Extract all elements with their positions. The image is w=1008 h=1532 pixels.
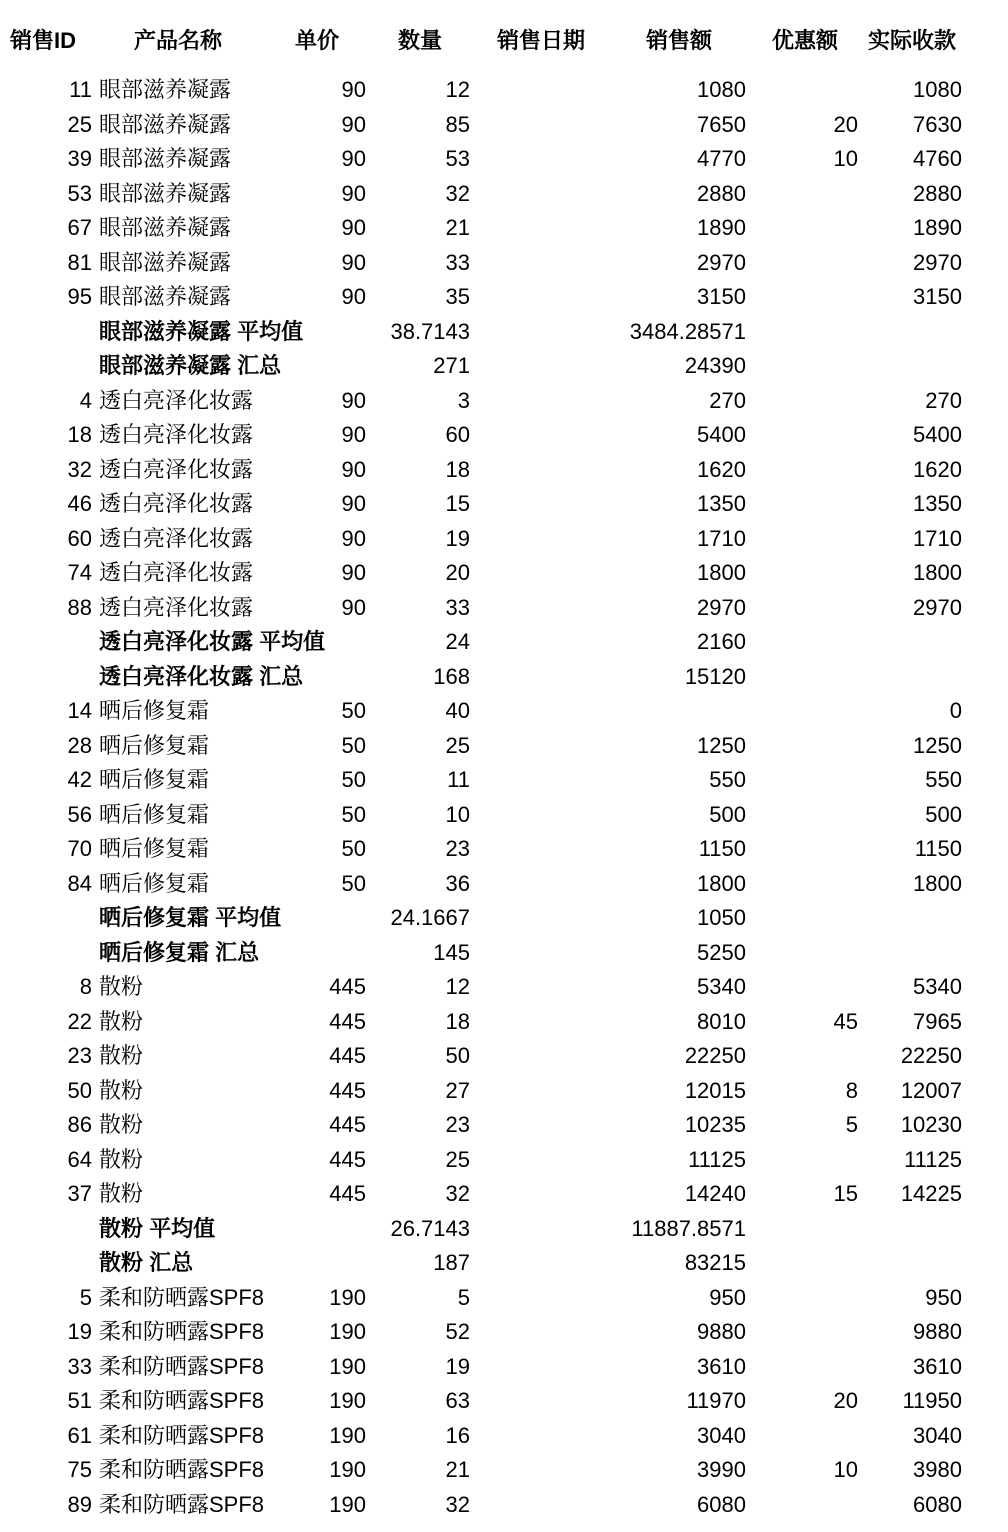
cell-sales-amount[interactable]: 2970 xyxy=(697,594,746,620)
cell-sales-id[interactable]: 88 xyxy=(67,594,92,620)
cell-actual-receipt[interactable]: 1620 xyxy=(913,456,962,482)
cell-sales-amount[interactable]: 5250 xyxy=(697,939,746,965)
cell-sales-amount[interactable]: 2160 xyxy=(697,629,746,654)
cell-sales-id[interactable]: 67 xyxy=(67,215,92,240)
cell-unit-price[interactable]: 90 xyxy=(341,111,366,137)
cell-quantity[interactable]: 18 xyxy=(445,1008,470,1034)
cell-product-name[interactable]: 柔和防晒露SPF8 xyxy=(99,1353,265,1379)
cell-actual-receipt[interactable]: 11950 xyxy=(902,1388,962,1413)
cell-unit-price[interactable]: 50 xyxy=(341,732,366,758)
table-row xyxy=(0,1005,1008,1040)
cell-sales-id[interactable]: 37 xyxy=(67,1181,92,1206)
cell-actual-receipt[interactable]: 1800 xyxy=(913,560,962,585)
table-row xyxy=(0,694,1008,729)
summary-row xyxy=(0,625,1008,660)
cell-actual-receipt[interactable]: 1080 xyxy=(913,77,962,102)
cell-sales-amount[interactable]: 1800 xyxy=(697,560,746,585)
cell-sales-amount[interactable]: 24390 xyxy=(684,353,746,378)
cell-unit-price[interactable]: 50 xyxy=(341,767,366,792)
cell-unit-price[interactable]: 445 xyxy=(329,974,366,999)
cell-actual-receipt[interactable]: 6080 xyxy=(913,1491,962,1517)
cell-sales-amount[interactable]: 1890 xyxy=(697,215,746,240)
cell-product-name[interactable]: 散粉 xyxy=(99,1077,144,1103)
cell-actual-receipt[interactable]: 10230 xyxy=(900,1112,962,1137)
cell-sales-amount[interactable]: 3610 xyxy=(697,1353,746,1379)
cell-unit-price[interactable]: 190 xyxy=(329,1388,366,1413)
cell-product-name[interactable]: 散粉 xyxy=(99,1146,144,1172)
cell-sales-id[interactable]: 64 xyxy=(67,1146,92,1172)
header-sales-id[interactable]: 销售ID xyxy=(10,28,77,53)
cell-sales-id[interactable]: 46 xyxy=(67,491,92,516)
cell-quantity[interactable]: 11 xyxy=(447,767,470,792)
cell-product-name[interactable]: 眼部滋养凝露 xyxy=(99,249,232,275)
cell-actual-receipt[interactable]: 9880 xyxy=(913,1319,962,1344)
cell-product-name[interactable]: 柔和防晒露SPF8 xyxy=(99,1422,265,1448)
cell-quantity[interactable]: 5 xyxy=(457,1284,470,1310)
cell-actual-receipt[interactable]: 5400 xyxy=(913,422,962,447)
cell-product-name[interactable]: 晒后修复霜 xyxy=(99,801,210,827)
table-row xyxy=(0,729,1008,764)
cell-quantity[interactable]: 63 xyxy=(445,1388,470,1413)
cell-quantity[interactable]: 24 xyxy=(445,629,470,654)
cell-sales-amount[interactable]: 1710 xyxy=(697,525,746,551)
cell-sales-amount[interactable]: 1250 xyxy=(697,732,746,758)
cell-unit-price[interactable]: 90 xyxy=(341,146,366,171)
cell-product-name[interactable]: 透白亮泽化妆露 xyxy=(99,456,254,482)
cell-unit-price[interactable]: 50 xyxy=(341,698,366,723)
table-row xyxy=(0,1281,1008,1316)
cell-actual-receipt[interactable]: 12007 xyxy=(900,1077,962,1103)
cell-product-name[interactable]: 透白亮泽化妆露 xyxy=(99,387,254,413)
cell-actual-receipt[interactable]: 3150 xyxy=(913,284,962,309)
cell-unit-price[interactable]: 50 xyxy=(341,836,366,861)
table-row xyxy=(0,1074,1008,1109)
cell-quantity[interactable]: 271 xyxy=(433,353,470,378)
cell-unit-price[interactable]: 445 xyxy=(329,1043,366,1068)
cell-sales-amount[interactable]: 11125 xyxy=(688,1146,746,1172)
summary-row xyxy=(0,315,1008,350)
cell-product-name[interactable]: 透白亮泽化妆露 xyxy=(99,594,254,620)
cell-unit-price[interactable]: 90 xyxy=(341,284,366,309)
cell-product-name[interactable]: 眼部滋养凝露 xyxy=(99,284,232,309)
cell-sales-id[interactable]: 86 xyxy=(67,1112,92,1137)
table-row xyxy=(0,556,1008,591)
cell-quantity[interactable]: 12 xyxy=(445,77,470,102)
cell-sales-amount[interactable]: 1350 xyxy=(697,491,746,516)
cell-product-name[interactable]: 散粉 xyxy=(99,1112,144,1137)
cell-sales-id[interactable]: 14 xyxy=(67,698,92,723)
cell-quantity[interactable]: 20 xyxy=(445,560,470,585)
cell-product-name[interactable]: 透白亮泽化妆露 xyxy=(99,491,254,516)
table-row xyxy=(0,522,1008,557)
cell-unit-price[interactable]: 90 xyxy=(341,560,366,585)
cell-discount[interactable]: 10 xyxy=(833,1457,858,1482)
cell-product-name[interactable]: 眼部滋养凝露 xyxy=(99,146,232,171)
cell-quantity[interactable]: 35 xyxy=(445,284,470,309)
cell-sales-id[interactable]: 70 xyxy=(67,836,92,861)
cell-unit-price[interactable]: 90 xyxy=(341,456,366,482)
cell-unit-price[interactable]: 90 xyxy=(341,77,366,102)
cell-quantity[interactable]: 36 xyxy=(445,870,470,896)
cell-sales-amount[interactable]: 270 xyxy=(709,387,746,413)
cell-quantity[interactable]: 19 xyxy=(445,1353,470,1379)
header-actual-receipt[interactable]: 实际收款 xyxy=(868,28,957,53)
cell-product-name[interactable]: 柔和防晒露SPF8 xyxy=(99,1457,265,1482)
cell-unit-price[interactable]: 190 xyxy=(329,1319,366,1344)
data-rows xyxy=(0,73,1008,1522)
cell-actual-receipt[interactable]: 4760 xyxy=(913,146,962,171)
cell-actual-receipt[interactable]: 550 xyxy=(925,767,962,792)
table-row xyxy=(0,246,1008,281)
cell-product-name[interactable]: 柔和防晒露SPF8 xyxy=(99,1284,265,1310)
table-row xyxy=(0,73,1008,108)
cell-sales-amount[interactable]: 1050 xyxy=(697,905,746,930)
cell-sales-id[interactable]: 81 xyxy=(67,249,92,275)
cell-sales-amount[interactable]: 10235 xyxy=(684,1112,746,1137)
header-sales-amount[interactable]: 销售额 xyxy=(646,28,713,53)
cell-quantity[interactable]: 15 xyxy=(445,491,470,516)
cell-sales-id[interactable]: 60 xyxy=(67,525,92,551)
table-row xyxy=(0,177,1008,212)
cell-product-name[interactable]: 透白亮泽化妆露 xyxy=(99,560,254,585)
cell-sales-id[interactable]: 53 xyxy=(67,180,92,206)
cell-sales-amount[interactable]: 3484.28571 xyxy=(629,318,746,344)
cell-sales-amount[interactable]: 3990 xyxy=(697,1457,746,1482)
cell-actual-receipt[interactable]: 5340 xyxy=(913,974,962,999)
table-row xyxy=(0,487,1008,522)
cell-sales-id[interactable]: 11 xyxy=(69,77,92,102)
cell-actual-receipt[interactable]: 1800 xyxy=(913,870,962,896)
cell-quantity[interactable]: 168 xyxy=(433,663,470,689)
header-product-name[interactable]: 产品名称 xyxy=(134,28,223,53)
cell-sales-amount[interactable]: 1620 xyxy=(697,456,746,482)
table-row xyxy=(0,453,1008,488)
cell-actual-receipt[interactable]: 1250 xyxy=(913,732,962,758)
table-row xyxy=(0,1453,1008,1488)
table-row xyxy=(0,1177,1008,1212)
cell-product-name[interactable]: 晒后修复霜 平均值 xyxy=(99,905,282,930)
cell-actual-receipt[interactable]: 500 xyxy=(925,801,962,827)
table-row xyxy=(0,1315,1008,1350)
cell-quantity[interactable]: 33 xyxy=(445,594,470,620)
cell-sales-amount[interactable]: 1800 xyxy=(697,870,746,896)
cell-actual-receipt[interactable]: 1150 xyxy=(914,836,962,861)
table-row xyxy=(0,418,1008,453)
cell-quantity[interactable]: 19 xyxy=(445,525,470,551)
cell-product-name[interactable]: 散粉 平均值 xyxy=(99,1215,216,1241)
cell-sales-id[interactable]: 18 xyxy=(67,422,92,447)
cell-discount[interactable]: 8 xyxy=(845,1077,858,1103)
cell-sales-amount[interactable]: 15120 xyxy=(684,663,746,689)
cell-product-name[interactable]: 柔和防晒露SPF8 xyxy=(99,1388,265,1413)
cell-sales-amount[interactable]: 2970 xyxy=(697,249,746,275)
cell-sales-id[interactable]: 75 xyxy=(67,1457,92,1482)
cell-actual-receipt[interactable]: 3980 xyxy=(913,1457,962,1482)
cell-product-name[interactable]: 晒后修复霜 汇总 xyxy=(99,939,260,965)
cell-unit-price[interactable]: 190 xyxy=(329,1491,366,1517)
cell-actual-receipt[interactable]: 1890 xyxy=(913,215,962,240)
cell-quantity[interactable]: 50 xyxy=(445,1043,470,1068)
cell-sales-amount[interactable]: 9880 xyxy=(697,1319,746,1344)
cell-sales-amount[interactable]: 500 xyxy=(709,801,746,827)
cell-sales-id[interactable]: 61 xyxy=(67,1422,92,1448)
cell-sales-amount[interactable]: 11887.8571 xyxy=(631,1215,746,1241)
cell-actual-receipt[interactable]: 7630 xyxy=(913,111,962,137)
cell-sales-id[interactable]: 95 xyxy=(67,284,92,309)
cell-sales-id[interactable]: 33 xyxy=(67,1353,92,1379)
cell-sales-amount[interactable]: 11970 xyxy=(686,1388,746,1413)
cell-unit-price[interactable]: 190 xyxy=(329,1457,366,1482)
cell-quantity[interactable]: 85 xyxy=(445,111,470,137)
table-row xyxy=(0,1384,1008,1419)
cell-product-name[interactable]: 晒后修复霜 xyxy=(99,698,210,723)
cell-sales-id[interactable]: 22 xyxy=(67,1008,92,1034)
cell-unit-price[interactable]: 90 xyxy=(341,215,366,240)
cell-quantity[interactable]: 40 xyxy=(445,698,470,723)
cell-actual-receipt[interactable]: 950 xyxy=(925,1284,962,1310)
table-row xyxy=(0,384,1008,419)
cell-sales-amount[interactable]: 2880 xyxy=(697,180,746,206)
cell-unit-price[interactable]: 50 xyxy=(341,870,366,896)
cell-sales-amount[interactable]: 1080 xyxy=(697,77,746,102)
cell-sales-id[interactable]: 50 xyxy=(67,1077,92,1103)
cell-product-name[interactable]: 晒后修复霜 xyxy=(99,767,210,792)
cell-sales-id[interactable]: 8 xyxy=(79,974,92,999)
cell-sales-amount[interactable]: 8010 xyxy=(697,1008,746,1034)
table-row xyxy=(0,1488,1008,1523)
table-row xyxy=(0,1350,1008,1385)
summary-row xyxy=(0,349,1008,384)
cell-quantity[interactable]: 21 xyxy=(445,215,470,240)
cell-product-name[interactable]: 眼部滋养凝露 xyxy=(99,77,232,102)
cell-sales-id[interactable]: 32 xyxy=(67,456,92,482)
header-row xyxy=(0,0,1008,80)
cell-quantity[interactable]: 21 xyxy=(445,1457,470,1482)
cell-sales-id[interactable]: 5 xyxy=(79,1284,92,1310)
cell-unit-price[interactable]: 190 xyxy=(329,1284,366,1310)
cell-sales-id[interactable]: 51 xyxy=(67,1388,92,1413)
cell-quantity[interactable]: 53 xyxy=(445,146,470,171)
cell-sales-id[interactable]: 42 xyxy=(67,767,92,792)
cell-product-name[interactable]: 眼部滋养凝露 xyxy=(99,111,232,137)
summary-row xyxy=(0,901,1008,936)
cell-quantity[interactable]: 52 xyxy=(445,1319,470,1344)
cell-actual-receipt[interactable]: 11125 xyxy=(904,1146,962,1172)
table-row xyxy=(0,798,1008,833)
cell-sales-id[interactable]: 89 xyxy=(67,1491,92,1517)
cell-quantity[interactable]: 25 xyxy=(445,1146,470,1172)
cell-product-name[interactable]: 柔和防晒露SPF8 xyxy=(99,1319,265,1344)
cell-sales-amount[interactable]: 7650 xyxy=(697,111,746,137)
cell-quantity[interactable]: 33 xyxy=(445,249,470,275)
cell-actual-receipt[interactable]: 1350 xyxy=(913,491,962,516)
cell-actual-receipt[interactable]: 22250 xyxy=(900,1043,962,1068)
cell-unit-price[interactable]: 90 xyxy=(341,422,366,447)
cell-sales-amount[interactable]: 83215 xyxy=(684,1250,746,1275)
cell-actual-receipt[interactable]: 3610 xyxy=(913,1353,962,1379)
cell-sales-amount[interactable]: 1150 xyxy=(698,836,746,861)
table-row xyxy=(0,763,1008,798)
cell-quantity[interactable]: 32 xyxy=(445,1491,470,1517)
cell-unit-price[interactable]: 50 xyxy=(341,801,366,827)
cell-quantity[interactable]: 23 xyxy=(445,836,470,861)
cell-discount[interactable]: 5 xyxy=(845,1112,858,1137)
cell-actual-receipt[interactable]: 0 xyxy=(949,698,962,723)
cell-actual-receipt[interactable]: 2970 xyxy=(913,249,962,275)
cell-product-name[interactable]: 眼部滋养凝露 汇总 xyxy=(99,353,282,378)
cell-product-name[interactable]: 晒后修复霜 xyxy=(99,732,210,758)
cell-unit-price[interactable]: 445 xyxy=(329,1112,366,1137)
table-row xyxy=(0,1419,1008,1454)
cell-unit-price[interactable]: 190 xyxy=(329,1353,366,1379)
cell-discount[interactable]: 15 xyxy=(833,1181,858,1206)
header-unit-price[interactable]: 单价 xyxy=(295,28,340,53)
cell-quantity[interactable]: 23 xyxy=(445,1112,470,1137)
cell-unit-price[interactable]: 445 xyxy=(329,1181,366,1206)
cell-quantity[interactable]: 60 xyxy=(445,422,470,447)
cell-quantity[interactable]: 18 xyxy=(445,456,470,482)
cell-sales-id[interactable]: 25 xyxy=(67,111,92,137)
cell-unit-price[interactable]: 90 xyxy=(341,249,366,275)
cell-quantity[interactable]: 145 xyxy=(433,939,470,965)
header-sales-date[interactable]: 销售日期 xyxy=(497,28,586,53)
cell-discount[interactable]: 45 xyxy=(833,1008,858,1034)
cell-sales-id[interactable]: 23 xyxy=(67,1043,92,1068)
cell-sales-amount[interactable]: 5400 xyxy=(697,422,746,447)
cell-sales-amount[interactable]: 12015 xyxy=(684,1077,746,1103)
cell-product-name[interactable]: 晒后修复霜 xyxy=(99,870,210,896)
cell-quantity[interactable]: 16 xyxy=(445,1422,470,1448)
summary-row xyxy=(0,660,1008,695)
cell-sales-id[interactable]: 19 xyxy=(67,1319,92,1344)
cell-actual-receipt[interactable]: 270 xyxy=(925,387,962,413)
cell-actual-receipt[interactable]: 1710 xyxy=(913,525,962,551)
cell-discount[interactable]: 10 xyxy=(833,146,858,171)
cell-sales-id[interactable]: 39 xyxy=(67,146,92,171)
cell-product-name[interactable]: 晒后修复霜 xyxy=(99,836,210,861)
cell-quantity[interactable]: 26.7143 xyxy=(390,1215,470,1241)
cell-sales-id[interactable]: 74 xyxy=(67,560,92,585)
cell-sales-amount[interactable]: 22250 xyxy=(684,1043,746,1068)
cell-sales-amount[interactable]: 950 xyxy=(709,1284,746,1310)
table-row xyxy=(0,1108,1008,1143)
cell-sales-id[interactable]: 84 xyxy=(67,870,92,896)
cell-product-name[interactable]: 透白亮泽化妆露 平均值 xyxy=(99,629,326,654)
cell-quantity[interactable]: 32 xyxy=(445,180,470,206)
table-row xyxy=(0,970,1008,1005)
cell-product-name[interactable]: 眼部滋养凝露 xyxy=(99,215,232,240)
cell-unit-price[interactable]: 90 xyxy=(341,180,366,206)
cell-product-name[interactable]: 透白亮泽化妆露 xyxy=(99,422,254,447)
header-quantity[interactable]: 数量 xyxy=(398,28,443,53)
cell-sales-id[interactable]: 4 xyxy=(79,387,92,413)
cell-quantity[interactable]: 10 xyxy=(445,801,470,827)
cell-product-name[interactable]: 眼部滋养凝露 平均值 xyxy=(99,318,304,344)
cell-actual-receipt[interactable]: 2970 xyxy=(913,594,962,620)
summary-row xyxy=(0,936,1008,971)
cell-sales-amount[interactable]: 6080 xyxy=(697,1491,746,1517)
table-row xyxy=(0,867,1008,902)
cell-discount[interactable]: 20 xyxy=(833,1388,858,1413)
table-row xyxy=(0,1039,1008,1074)
cell-unit-price[interactable]: 90 xyxy=(341,525,366,551)
cell-quantity[interactable]: 3 xyxy=(457,387,470,413)
table-row xyxy=(0,591,1008,626)
cell-quantity[interactable]: 38.7143 xyxy=(390,318,470,344)
cell-sales-amount[interactable]: 3040 xyxy=(697,1422,746,1448)
cell-quantity[interactable]: 27 xyxy=(445,1077,470,1103)
cell-unit-price[interactable]: 445 xyxy=(329,1008,366,1034)
table-row xyxy=(0,108,1008,143)
cell-actual-receipt[interactable]: 7965 xyxy=(913,1008,962,1034)
cell-discount[interactable]: 20 xyxy=(833,111,858,137)
summary-row xyxy=(0,1246,1008,1281)
cell-sales-amount[interactable]: 550 xyxy=(709,767,746,792)
cell-sales-amount[interactable]: 14240 xyxy=(684,1181,746,1206)
cell-quantity[interactable]: 24.1667 xyxy=(390,905,470,930)
cell-sales-amount[interactable]: 3150 xyxy=(697,284,746,309)
cell-product-name[interactable]: 眼部滋养凝露 xyxy=(99,180,232,206)
cell-product-name[interactable]: 柔和防晒露SPF8 xyxy=(99,1491,265,1517)
cell-product-name[interactable]: 散粉 xyxy=(99,974,144,999)
cell-sales-amount[interactable]: 5340 xyxy=(697,974,746,999)
cell-product-name[interactable]: 散粉 xyxy=(99,1008,144,1034)
cell-product-name[interactable]: 散粉 xyxy=(99,1181,144,1206)
header-discount[interactable]: 优惠额 xyxy=(772,28,839,53)
table-row xyxy=(0,280,1008,315)
cell-unit-price[interactable]: 445 xyxy=(329,1077,366,1103)
cell-unit-price[interactable]: 90 xyxy=(341,491,366,516)
table-row xyxy=(0,211,1008,246)
cell-actual-receipt[interactable]: 2880 xyxy=(913,180,962,206)
summary-row xyxy=(0,1212,1008,1247)
cell-sales-id[interactable]: 28 xyxy=(67,732,92,758)
table-row xyxy=(0,1143,1008,1178)
cell-unit-price[interactable]: 90 xyxy=(341,387,366,413)
cell-unit-price[interactable]: 190 xyxy=(329,1422,366,1448)
cell-product-name[interactable]: 透白亮泽化妆露 汇总 xyxy=(99,663,304,689)
cell-actual-receipt[interactable]: 3040 xyxy=(913,1422,962,1448)
cell-actual-receipt[interactable]: 14225 xyxy=(900,1181,962,1206)
cell-sales-amount[interactable]: 4770 xyxy=(697,146,746,171)
cell-product-name[interactable]: 散粉 汇总 xyxy=(99,1250,194,1275)
table-row xyxy=(0,142,1008,177)
cell-quantity[interactable]: 25 xyxy=(445,732,470,758)
table-row xyxy=(0,832,1008,867)
cell-quantity[interactable]: 187 xyxy=(433,1250,470,1275)
cell-sales-id[interactable]: 56 xyxy=(67,801,92,827)
cell-quantity[interactable]: 12 xyxy=(445,974,470,999)
cell-quantity[interactable]: 32 xyxy=(445,1181,470,1206)
cell-unit-price[interactable]: 445 xyxy=(329,1146,366,1172)
cell-product-name[interactable]: 散粉 xyxy=(99,1043,144,1068)
cell-unit-price[interactable]: 90 xyxy=(341,594,366,620)
cell-product-name[interactable]: 透白亮泽化妆露 xyxy=(99,525,254,551)
